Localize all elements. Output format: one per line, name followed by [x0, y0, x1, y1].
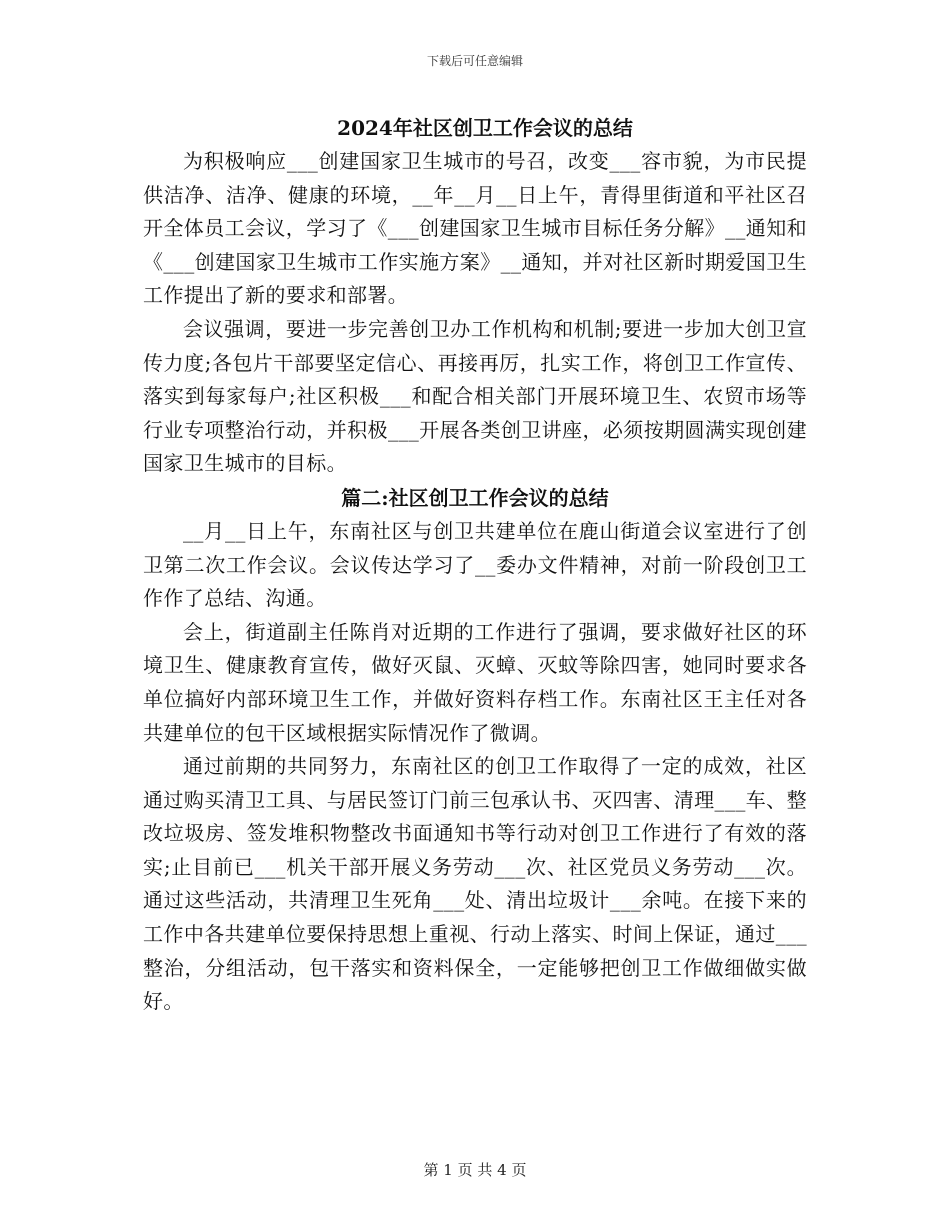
section-title: 篇二:社区创卫工作会议的总结: [341, 485, 609, 510]
page-number: 第 1 页 共 4 页: [423, 1161, 527, 1179]
paragraph: 为积极响应___创建国家卫生城市的号召，改变___容市貌，为市民提供洁净、洁净、健康的环境，__年__月__日上午，青得里街道和平社区召开全体员工会议，学习了《___创建国家卫生城市目标任务分解》__通知和《___创建国家卫生城市工作实施方案》__通知，并对社区新时期爱国卫生工作提出了新的要求和部署。: [143, 149, 807, 308]
page-header-note: 下载后可任意编辑: [426, 54, 523, 68]
paragraph: 通过前期的共同努力，东南社区的创卫工作取得了一定的成效，社区通过购买清卫工具、与居民签订门前三包承认书、灭四害、清理___车、整改垃圾房、签发堆积物整改书面通知书等行动对创卫工作进行了有效的落实;止目前已___机关干部开展义务劳动___次、社区党员义务劳动___次。通过这些活动，共清理卫生死角___处、清出垃圾计___余吨。在接下来的工作中各共建单位要保持思想上重视、行动上落实、时间上保证，通过___整治，分组活动，包干落实和资料保全，一定能够把创卫工作做细做实做好。: [143, 754, 807, 1014]
paragraph: 会议强调，要进一步完善创卫办工作机构和机制;要进一步加大创卫宣传力度;各包片干部要坚定信心、再接再厉，扎实工作，将创卫工作宣传、落实到每家每户;社区积极___和配合相关部门开展环境卫生、农贸市场等行业专项整治行动，并积极___开展各类创卫讲座，必须按期圆满实现创建国家卫生城市的目标。: [143, 316, 807, 476]
paragraph: 会上，街道副主任陈肖对近期的工作进行了强调，要求做好社区的环境卫生、健康教育宣传，做好灭鼠、灭蟑、灭蚊等除四害，她同时要求各单位搞好内部环境卫生工作，并做好资料存档工作。东南社区王主任对各共建单位的包干区域根据实际情况作了微调。: [143, 619, 807, 745]
paragraph: __月__日上午，东南社区与创卫共建单位在鹿山街道会议室进行了创卫第二次工作会议。会议传达学习了__委办文件精神，对前一阶段创卫工作作了总结、沟通。: [143, 518, 807, 611]
document-body: [143, 111, 807, 1019]
document-title: 2024年社区创卫工作会议的总结: [337, 116, 633, 140]
